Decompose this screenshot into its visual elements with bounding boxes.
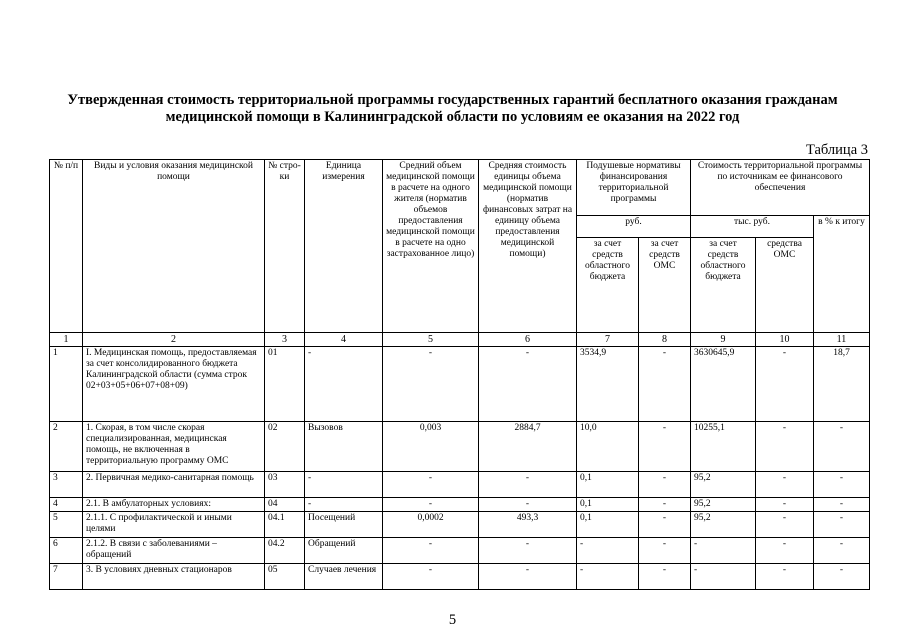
- row-cost-oms: -: [756, 347, 814, 422]
- col-number: 7: [577, 333, 639, 347]
- header-pct: в % к итогу: [814, 216, 870, 333]
- row-percent: -: [814, 498, 870, 512]
- header-num: № п/п: [50, 160, 83, 333]
- header-oms-funds-cost: средства ОМС: [756, 238, 814, 333]
- row-percent: -: [814, 564, 870, 590]
- row-number: 7: [50, 564, 83, 590]
- row-name: I. Медицинская помощь, предоставляемая за счет консолидированного бюджета Калининградской области (сумма строк 02+03+05+06+07+08+09): [83, 347, 265, 422]
- row-line: 01: [265, 347, 305, 422]
- row-volume: 0,0002: [383, 512, 479, 538]
- header-thous-rub: тыс. руб.: [691, 216, 814, 238]
- row-cost-oms: -: [756, 422, 814, 472]
- row-cost-budget: 95,2: [691, 472, 756, 498]
- row-name: 2.1. В амбулаторных условиях:: [83, 498, 265, 512]
- row-per-capita-oms: -: [639, 347, 691, 422]
- table-body: [50, 347, 870, 590]
- row-line: 04.1: [265, 512, 305, 538]
- row-number: 5: [50, 512, 83, 538]
- column-number-row: [50, 333, 870, 347]
- row-percent: 18,7: [814, 347, 870, 422]
- header-kind: Виды и условия оказания медицинской помощи: [83, 160, 265, 333]
- row-name: 3. В условиях дневных стационаров: [83, 564, 265, 590]
- row-number: 6: [50, 538, 83, 564]
- row-volume: -: [383, 564, 479, 590]
- row-per-capita-budget: 10,0: [577, 422, 639, 472]
- table-row: [50, 422, 870, 472]
- row-cost-budget: 95,2: [691, 512, 756, 538]
- row-cost: -: [479, 538, 577, 564]
- header-unit: Единица измерения: [305, 160, 383, 333]
- row-percent: -: [814, 538, 870, 564]
- row-volume: 0,003: [383, 422, 479, 472]
- row-cost-budget: -: [691, 538, 756, 564]
- row-cost: 493,3: [479, 512, 577, 538]
- page-number: 5: [448, 612, 457, 628]
- row-number: 3: [50, 472, 83, 498]
- table-header: [50, 160, 870, 347]
- col-number: 11: [814, 333, 870, 347]
- row-per-capita-oms: -: [639, 498, 691, 512]
- row-name: 2.1.2. В связи с заболеваниями – обращений: [83, 538, 265, 564]
- header-regional-budget-cost: за счет средств областного бюджета: [691, 238, 756, 333]
- col-number: 1: [50, 333, 83, 347]
- header-rub: руб.: [577, 216, 691, 238]
- col-number: 6: [479, 333, 577, 347]
- header-per-capita: Подушевые нормативы финансирования территориальной программы: [577, 160, 691, 216]
- row-percent: -: [814, 512, 870, 538]
- row-cost-budget: -: [691, 564, 756, 590]
- row-cost-oms: -: [756, 538, 814, 564]
- row-unit: -: [305, 347, 383, 422]
- row-line: 02: [265, 422, 305, 472]
- table-row: [50, 498, 870, 512]
- row-line: 04.2: [265, 538, 305, 564]
- row-unit: -: [305, 472, 383, 498]
- row-per-capita-oms: -: [639, 538, 691, 564]
- row-cost-oms: -: [756, 472, 814, 498]
- row-cost-budget: 95,2: [691, 498, 756, 512]
- table-row: [50, 564, 870, 590]
- table-row: [50, 347, 870, 422]
- row-cost-oms: -: [756, 498, 814, 512]
- table-row: [50, 512, 870, 538]
- row-cost: -: [479, 564, 577, 590]
- row-cost: -: [479, 472, 577, 498]
- row-percent: -: [814, 422, 870, 472]
- col-number: 2: [83, 333, 265, 347]
- row-number: 4: [50, 498, 83, 512]
- row-per-capita-budget: 0,1: [577, 498, 639, 512]
- header-regional-budget: за счет средств областного бюджета: [577, 238, 639, 333]
- row-cost-oms: -: [756, 512, 814, 538]
- row-cost: -: [479, 347, 577, 422]
- header-avg-cost: Средняя стоимость единицы объема медицинской помощи (норматив финансовых затрат на единицу объема предоставления медицинской помощи): [479, 160, 577, 333]
- col-number: 10: [756, 333, 814, 347]
- row-volume: -: [383, 498, 479, 512]
- row-volume: -: [383, 538, 479, 564]
- header-cost-sources: Стоимость территориальной программы по источникам ее финансового обеспечения: [691, 160, 870, 216]
- row-unit: -: [305, 498, 383, 512]
- table-label: Таблица 3: [805, 142, 868, 158]
- cost-table: [49, 159, 870, 590]
- row-per-capita-oms: -: [639, 512, 691, 538]
- row-per-capita-oms: -: [639, 564, 691, 590]
- row-line: 05: [265, 564, 305, 590]
- table-row: [50, 472, 870, 498]
- row-unit: Вызовов: [305, 422, 383, 472]
- row-percent: -: [814, 472, 870, 498]
- row-cost-oms: -: [756, 564, 814, 590]
- row-cost: -: [479, 498, 577, 512]
- row-unit: Посещений: [305, 512, 383, 538]
- row-per-capita-budget: 0,1: [577, 472, 639, 498]
- row-cost-budget: 10255,1: [691, 422, 756, 472]
- row-number: 1: [50, 347, 83, 422]
- table-row: [50, 538, 870, 564]
- row-line: 03: [265, 472, 305, 498]
- row-per-capita-oms: -: [639, 472, 691, 498]
- row-volume: -: [383, 472, 479, 498]
- col-number: 8: [639, 333, 691, 347]
- row-unit: Случаев лечения: [305, 564, 383, 590]
- row-cost-budget: 3630645,9: [691, 347, 756, 422]
- row-unit: Обращений: [305, 538, 383, 564]
- header-avg-volume: Средний объем медицинской помощи в расчете на одного жителя (норматив объемов предоставления медицинской помощи в расчете на одно застрахованное лицо): [383, 160, 479, 333]
- row-name: 1. Скорая, в том числе скорая специализированная, медицинская помощь, не включенная в территориальную программу ОМС: [83, 422, 265, 472]
- row-per-capita-budget: -: [577, 538, 639, 564]
- row-cost: 2884,7: [479, 422, 577, 472]
- row-line: 04: [265, 498, 305, 512]
- col-number: 4: [305, 333, 383, 347]
- header-line: № стро-ки: [265, 160, 305, 333]
- row-per-capita-oms: -: [639, 422, 691, 472]
- row-per-capita-budget: 3534,9: [577, 347, 639, 422]
- col-number: 5: [383, 333, 479, 347]
- row-per-capita-budget: 0,1: [577, 512, 639, 538]
- row-name: 2. Первичная медико-санитарная помощь: [83, 472, 265, 498]
- row-per-capita-budget: -: [577, 564, 639, 590]
- col-number: 9: [691, 333, 756, 347]
- col-number: 3: [265, 333, 305, 347]
- row-name: 2.1.1. С профилактической и иными целями: [83, 512, 265, 538]
- row-number: 2: [50, 422, 83, 472]
- row-volume: -: [383, 347, 479, 422]
- header-oms-funds: за счет средств ОМС: [639, 238, 691, 333]
- document-title: Утвержденная стоимость территориальной программы государственных гарантий бесплатного оказания гражданам медицинской помощи в Калининградской области по условиям ее оказания на 2022 год: [67, 92, 838, 125]
